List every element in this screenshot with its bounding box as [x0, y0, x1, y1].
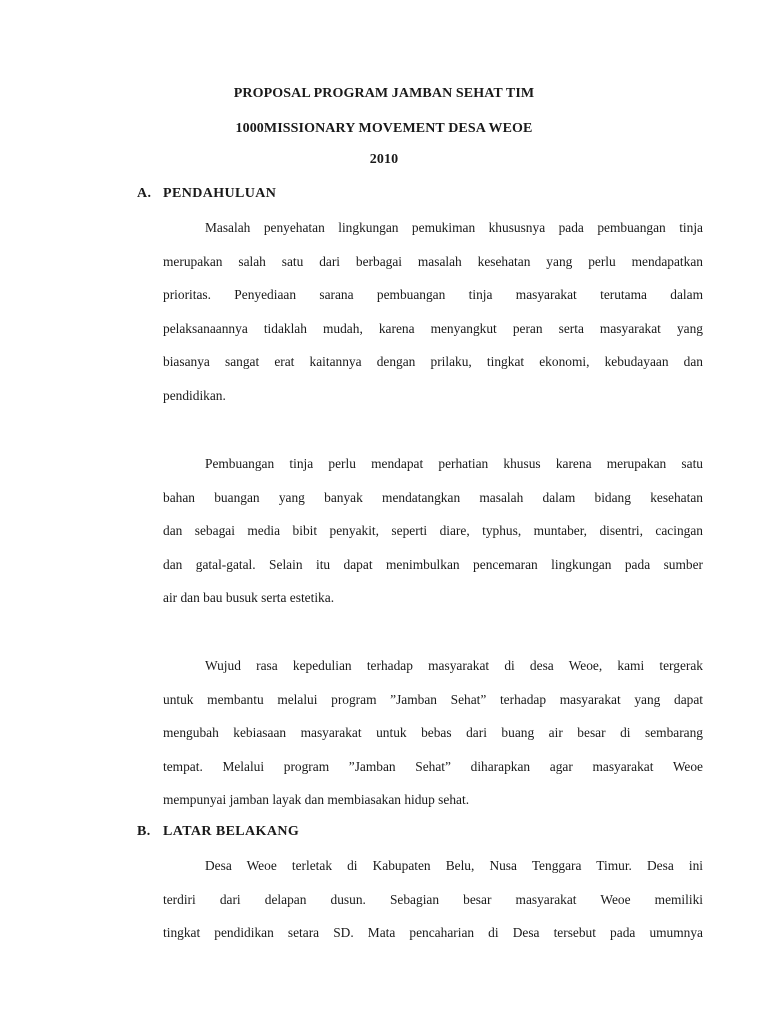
paragraph-b-1: [163, 856, 703, 957]
paragraph-line: tingkat pendidikan setara SD. Mata pencaharian di Desa tersebut pada umumnya: [163, 925, 703, 941]
title-line-3: 2010: [369, 152, 399, 167]
paragraph-line: Pembuangan tinja perlu mendapat perhatian khusus karena merupakan satu: [205, 456, 703, 471]
paragraph-line: pelaksanaannya tidaklah mudah, karena menyangkut peran serta masyarakat yang: [163, 320, 703, 336]
paragraph-a-1: [163, 218, 703, 420]
paragraph-line: dan sebagai media bibit penyakit, seperti diare, typhus, muntaber, disentri, cacingan: [163, 523, 703, 539]
paragraph-line: pendidikan.: [163, 387, 226, 403]
paragraph-line: dan gatal-gatal. Selain itu dapat menimbulkan pencemaran lingkungan pada sumber: [163, 556, 703, 572]
section-title: PENDAHULUAN: [163, 186, 277, 201]
title-line-2: 1000MISSIONARY MOVEMENT DESA WEOE: [235, 121, 533, 136]
paragraph-line: biasanya sangat erat kaitannya dengan prilaku, tingkat ekonomi, kebudayaan dan: [163, 354, 703, 370]
paragraph-line: air dan bau busuk serta estetika.: [163, 590, 335, 606]
paragraph-line: Desa Weoe terletak di Kabupaten Belu, Nusa Tenggara Timur. Desa ini: [205, 858, 703, 873]
section-title: LATAR BELAKANG: [163, 824, 300, 839]
paragraph-line: tempat. Melalui program ”Jamban Sehat” diharapkan agar masyarakat Weoe: [163, 758, 703, 774]
paragraph-line: untuk membantu melalui program ”Jamban Sehat” terhadap masyarakat yang dapat: [163, 691, 703, 707]
title-line-1: PROPOSAL PROGRAM JAMBAN SEHAT TIM: [233, 86, 535, 101]
paragraph-line: merupakan salah satu dari berbagai masalah kesehatan yang perlu mendapatkan: [163, 253, 703, 269]
paragraph-line: mengubah kebiasaan masyarakat untuk bebas dari buang air besar di sembarang: [163, 725, 703, 741]
paragraph-line: prioritas. Penyediaan sarana pembuangan tinja masyarakat terutama dalam: [163, 287, 703, 303]
paragraph-line: terdiri dari delapan dusun. Sebagian besar masyarakat Weoe memiliki: [163, 891, 703, 907]
section-letter: B.: [137, 824, 151, 839]
paragraph-line: bahan buangan yang banyak mendatangkan masalah dalam bidang kesehatan: [163, 489, 703, 505]
section-letter: A.: [137, 186, 152, 201]
paragraph-line: Wujud rasa kepedulian terhadap masyarakat di desa Weoe, kami tergerak: [205, 658, 703, 673]
section-heading-b: [137, 824, 299, 840]
paragraph-a-2: [163, 454, 703, 622]
paragraph-a-3: [163, 656, 703, 824]
paragraph-line: Masalah penyehatan lingkungan pemukiman khususnya pada pembuangan tinja: [205, 220, 703, 235]
paragraph-line: mempunyai jamban layak dan membiasakan hidup sehat.: [163, 792, 470, 808]
section-heading-a: [137, 186, 276, 202]
